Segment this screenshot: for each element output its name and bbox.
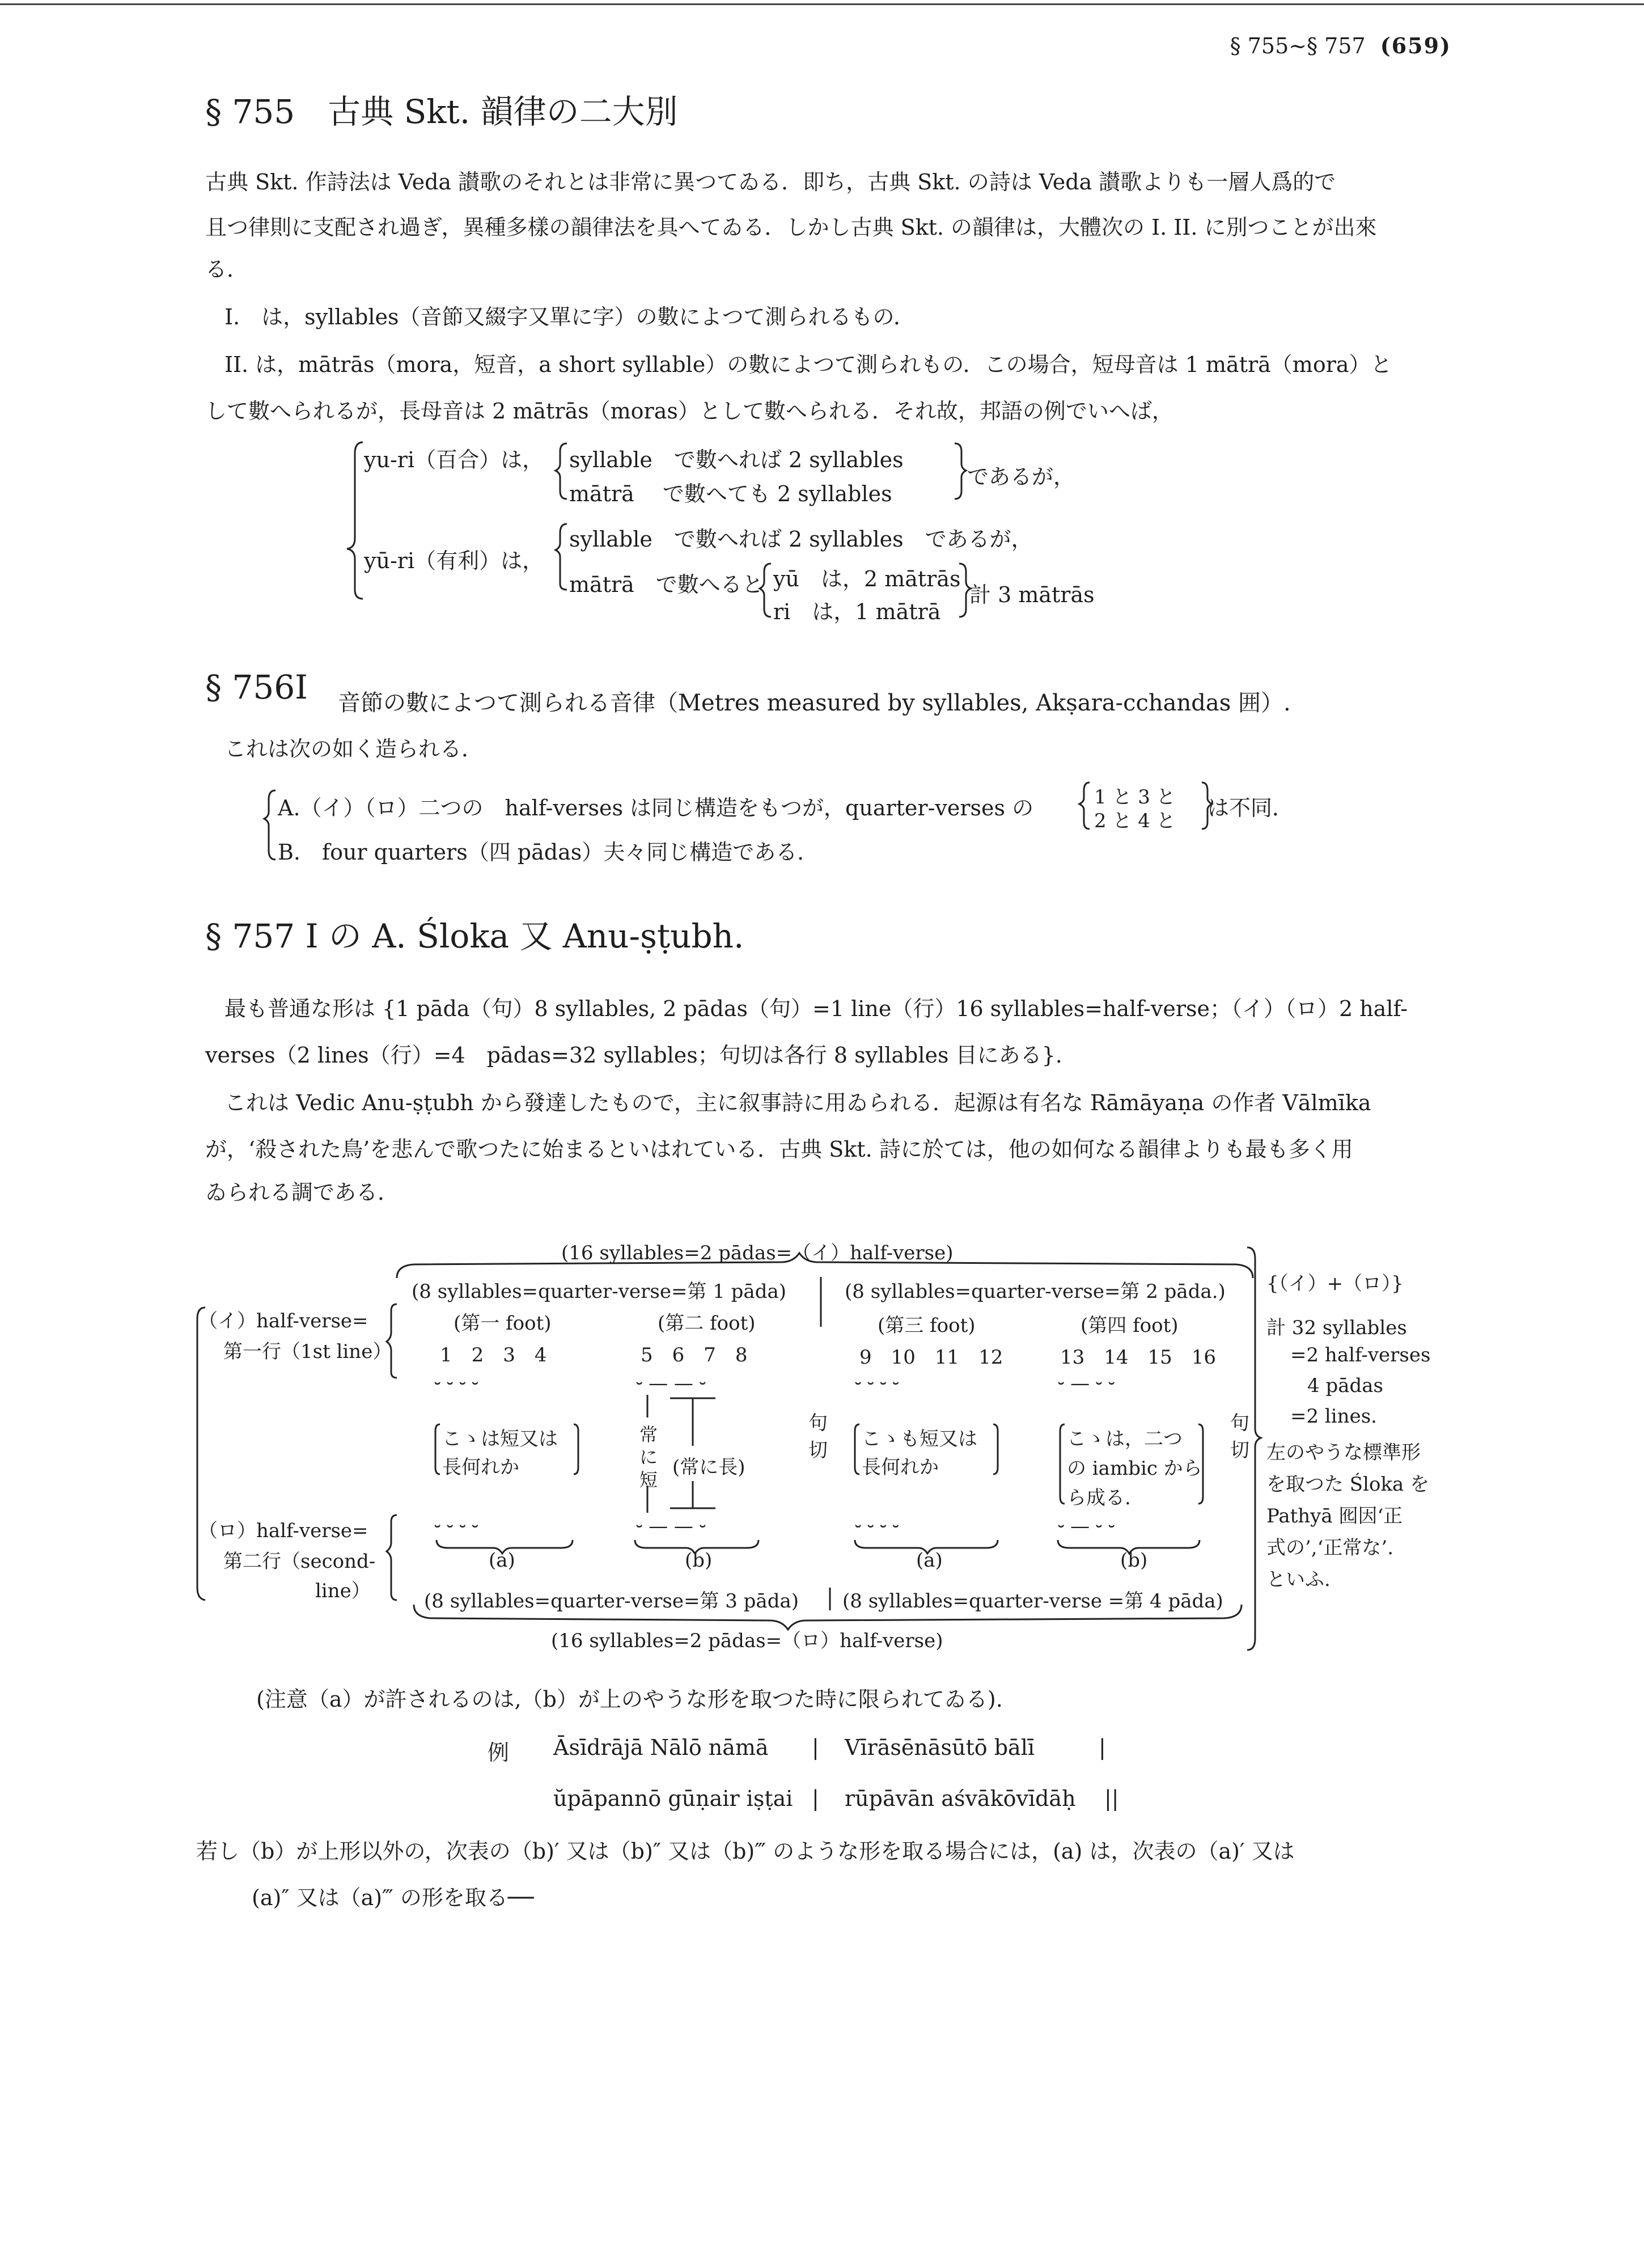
row1-brace <box>387 1304 397 1378</box>
note-foot4-a: こゝは，二つ <box>1067 1428 1183 1450</box>
metre-row2-foot2: ⏑ — — ⏑ <box>636 1515 706 1538</box>
syllable-nums-1: 1 2 3 4 <box>440 1344 547 1366</box>
example-label: 例 <box>488 1740 510 1765</box>
note5-brace-open <box>1060 1424 1065 1504</box>
s755-para1-line2: 且つ律則に支配され過ぎ，異種多樣の韻律法を具へてゐる．しかし古典 Skt. の韻律は，大體次の I. II. に別つことが出來 <box>205 215 1377 240</box>
note5-brace-close <box>1198 1424 1203 1504</box>
s756-frac-top: 1 と 3 と <box>1094 786 1176 809</box>
note1-brace-open <box>435 1424 440 1474</box>
caesura-1: 句切 <box>808 1412 828 1462</box>
note-foot3-a: こゝも短又は <box>862 1428 977 1450</box>
s755-item2-line2: して數へられるが，長母音は 2 mātrās（moras）として數へられる．それ故，邦語の例でいへば， <box>205 399 1173 424</box>
s756-brace <box>264 790 276 860</box>
section-range: § 755~§ 757 <box>1230 33 1366 58</box>
example-2b: rūpāvān aśvākōvīdāḥ <box>845 1786 1076 1811</box>
foot1-label: (第一 foot) <box>454 1312 552 1335</box>
metre-row1-foot2: ⏑ — — ⏑ <box>636 1372 706 1395</box>
bottom-halfverse-label: (16 syllables=2 pādas=（ロ）half-verse) <box>551 1630 943 1652</box>
s755-item2-line1: II. は，mātrās（mora，短音，a short syllable）の數によつて測られもの．この場合，短母音は 1 mātrā（mora）と <box>224 352 1392 377</box>
outer-right-brace <box>1247 1247 1261 1650</box>
s757-p2-line1: これは Vedic Anu-ṣṭubh から發達したもので，主に叙事詩に用ゐられる．起源は有名な Rāmāyaṇa の作者 Vālmīka <box>224 1090 1371 1115</box>
example-1a: Āsīdrājā Nālō nāmā <box>553 1735 769 1760</box>
s756-b-line: B. four quarters（四 pādas）夫々同じ構造である． <box>278 840 819 865</box>
note4-brace-close <box>993 1424 998 1474</box>
last-line-2: (a)″ 又は（a)‴ の形を取る── <box>252 1885 534 1910</box>
row2-label-b: 第二行（second- <box>223 1550 376 1573</box>
note-always-short: 常に短 <box>639 1424 658 1491</box>
section-756-roman: I <box>295 668 308 706</box>
pada3-label: (8 syllables=quarter-verse=第 3 pāda) <box>424 1590 799 1613</box>
note4-brace-open <box>855 1424 859 1474</box>
section-756-title: 音節の數によつて測られる音律（Metres measured by syllables, Akṣara-cchandas 囲）. <box>338 690 1291 716</box>
row2-label-a: （ロ）half-verse= <box>198 1520 368 1542</box>
s755-item1: I. は，syllables（音節又綴字又單に字）の數によつて測られるもの． <box>224 304 915 329</box>
ex1-line-a: syllable で數へれば 2 syllables <box>569 447 904 472</box>
s756-frac-bot: 2 と 4 と <box>1094 810 1176 832</box>
pada1-label: (8 syllables=quarter-verse=第 1 pāda) <box>412 1280 787 1303</box>
ex2-line-b: mātrā で數へると <box>569 572 764 597</box>
metre-row2-foot4: ⏑ — ⏑ ⏑ <box>1058 1515 1115 1538</box>
s755-para1-line1: 古典 Skt. 作詩法は Veda 讃歌のそれとは非常に異つてゐる．即ち，古典 Skt. の詩は Veda 讃歌よりも一層人爲的で <box>205 170 1336 194</box>
note1-brace-close <box>574 1424 578 1474</box>
ex1-brace <box>556 443 567 499</box>
frac-brace-open <box>1079 782 1090 829</box>
side-note-10: といふ. <box>1266 1568 1331 1591</box>
under-brace-b2 <box>1058 1540 1200 1554</box>
ex1-close-brace <box>955 443 966 499</box>
page-number: (659) <box>1380 33 1451 58</box>
long-bracket-bottom <box>670 1481 715 1508</box>
note-foot1-b: 長何れか <box>442 1456 519 1479</box>
ex2-brace <box>556 524 567 590</box>
example-bar-3: | <box>812 1786 819 1811</box>
s757-p2-line3: ゐられる調である． <box>205 1180 400 1205</box>
side-note-1: {（イ）+（ロ）} <box>1266 1272 1404 1295</box>
ex2-sub-1: yū は，2 mātrās <box>773 566 961 591</box>
ex1-end: であるが， <box>967 464 1075 489</box>
row1-label-b: 第一行（1st line） <box>223 1340 392 1363</box>
ex1-word: yu-ri（百合）は， <box>364 447 544 472</box>
bottom-brace <box>414 1605 1242 1630</box>
note-line: (注意（a）が許されるのは,（b）が上のやうな形を取つた時に限られてゐる). <box>256 1687 1003 1712</box>
side-note-9: 式の’,‘正常な’. <box>1266 1537 1394 1559</box>
syllable-nums-2: 5 6 7 8 <box>641 1344 748 1366</box>
sub-a-2: (a) <box>916 1549 943 1572</box>
syllable-nums-3: 9 10 11 12 <box>859 1346 1003 1369</box>
ex-outer-brace <box>347 442 363 599</box>
note-foot4-b: の iambic から <box>1067 1457 1202 1480</box>
s757-p1-line1: 最も普通な形は {1 pāda（句）8 syllables, 2 pādas（句）=1 line（行）16 syllables=half-verse；（イ）（ロ）2 half- <box>224 996 1408 1021</box>
ex2-sub-close <box>959 564 971 617</box>
side-note-5: =2 lines. <box>1290 1405 1377 1428</box>
ex2-sub-brace <box>760 564 771 617</box>
metre-row2-foot3: ⏑ ⏑ ⏑ ⏑ <box>855 1515 899 1538</box>
s757-p1-line2: verses（2 lines（行）=4 pādas=32 syllables；句切は各行 8 syllables 目にある}. <box>205 1043 1062 1068</box>
ex2-sub-2: ri は，1 mātrā <box>773 599 941 624</box>
side-note-6: 左のやうな標準形 <box>1266 1441 1421 1464</box>
example-bar-2: | <box>1099 1735 1106 1760</box>
side-note-3: =2 half-verses <box>1290 1344 1431 1366</box>
row2-label-c: line） <box>315 1580 371 1602</box>
sub-a-1: (a) <box>489 1549 515 1572</box>
row2-brace <box>387 1515 397 1600</box>
long-bracket-top <box>670 1398 715 1446</box>
ex1-line-b: mātrā で數へても 2 syllables <box>569 481 892 506</box>
example-dbar: || <box>1104 1786 1119 1811</box>
section-756-number: § 756 <box>205 668 295 706</box>
pada4-label: (8 syllables=quarter-verse =第 4 pāda) <box>842 1590 1223 1613</box>
metre-row2-foot1: ⏑ ⏑ ⏑ ⏑ <box>434 1515 478 1538</box>
metre-row1-foot1: ⏑ ⏑ ⏑ ⏑ <box>434 1372 478 1395</box>
note-foot3-b: 長何れか <box>862 1456 939 1479</box>
note-always-long: (常に長) <box>672 1456 745 1479</box>
metre-row1-foot3: ⏑ ⏑ ⏑ ⏑ <box>855 1372 899 1395</box>
caesura-2: 句切 <box>1230 1412 1249 1462</box>
syllable-nums-4: 13 14 15 16 <box>1060 1346 1217 1369</box>
example-2a: ŭpāpannō gūṇair iṣṭai <box>553 1786 793 1811</box>
s756-a-line: A.（イ）（ロ）二つの half-verses は同じ構造をもつが，quarter-verses の <box>278 796 1034 820</box>
sub-b-2: (b) <box>1120 1549 1148 1572</box>
side-note-7: を取つた Śloka を <box>1266 1473 1430 1496</box>
foot4-label: (第四 foot) <box>1081 1314 1179 1337</box>
example-bar-1: | <box>812 1735 819 1760</box>
under-brace-b1 <box>635 1540 759 1554</box>
ex2-line-a: syllable で數へれば 2 syllables であるが， <box>569 527 1033 552</box>
sub-b-1: (b) <box>685 1549 713 1572</box>
s757-p2-line2: が，‘殺された鳥’を悲んで歌つたに始まるといはれている．古典 Skt. 詩に於ては，他の如何なる韻律よりも最も多く用 <box>205 1137 1353 1162</box>
pada2-label: (8 syllables=quarter-verse=第 2 pāda.) <box>845 1280 1226 1303</box>
top-halfverse-label: (16 syllables=2 pādas=（イ）half-verse) <box>561 1242 954 1264</box>
metre-row1-foot4: ⏑ — ⏑ ⏑ <box>1058 1372 1115 1395</box>
top-brace <box>397 1253 1253 1278</box>
under-brace-a2 <box>855 1540 998 1554</box>
note-foot4-c: ら成る. <box>1067 1487 1131 1509</box>
row1-label-a: （イ）half-verse= <box>198 1310 368 1332</box>
side-note-4: 4 pādas <box>1307 1374 1383 1397</box>
frac-brace-close <box>1202 782 1212 829</box>
section-757-heading: § 757 I の A. Śloka 又 Anu-ṣṭubh. <box>205 917 744 955</box>
ex2-word: yū-ri（有利）は， <box>364 548 544 573</box>
foot3-label: (第三 foot) <box>878 1314 976 1337</box>
note-foot1-a: こゝは短又は <box>442 1428 558 1450</box>
side-note-8: Pathyā 囮因‘正 <box>1266 1505 1403 1527</box>
last-line-1: 若し（b）が上形以外の，次表の（b)′ 又は（b)″ 又は（b)‴ のような形を取る場合には，(a) は，次表の（a)′ 又は <box>196 1839 1295 1864</box>
s756-intro: これは次の如く造られる． <box>224 737 484 761</box>
s755-para1-line3: る． <box>205 257 249 282</box>
section-755-heading: § 755 古典 Skt. 韻律の二大別 <box>205 92 678 131</box>
side-note-2: 計 32 syllables <box>1266 1317 1407 1339</box>
outer-left-brace <box>197 1308 205 1600</box>
foot2-label: (第二 foot) <box>658 1312 756 1335</box>
example-1b: Vīrāsēnāsūtō bālī <box>845 1735 1035 1760</box>
s756-a-end: は不同． <box>1207 796 1294 820</box>
under-brace-a1 <box>437 1540 573 1554</box>
ex2-total: 計 3 mātrās <box>969 582 1095 607</box>
